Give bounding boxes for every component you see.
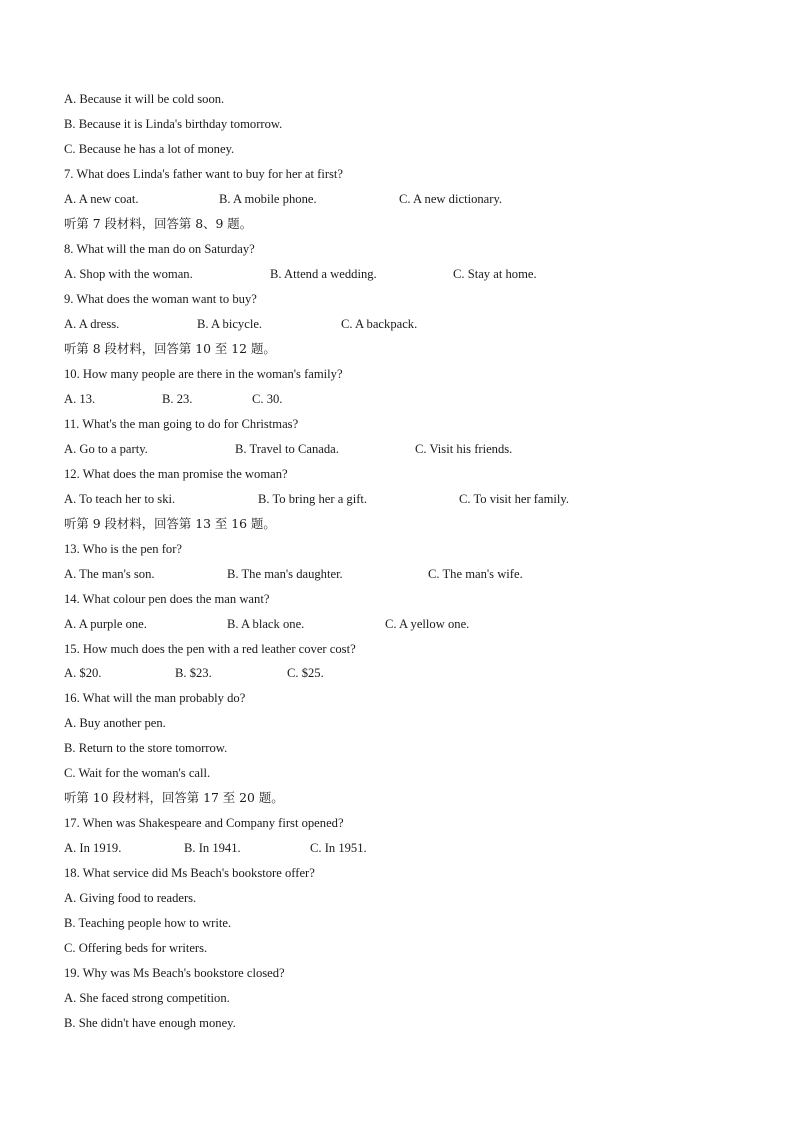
- option-line: B. She didn't have enough money.: [64, 1016, 236, 1030]
- option-b: B. In 1941.: [184, 841, 241, 855]
- question-15: 15. How much does the pen with a red leather cover cost?: [64, 642, 356, 656]
- question-17: 17. When was Shakespeare and Company first opened?: [64, 816, 344, 830]
- option-c: C. A new dictionary.: [399, 192, 503, 206]
- option-line: A. Buy another pen.: [64, 716, 166, 730]
- option-line: B. Because it is Linda's birthday tomorrow.: [64, 117, 283, 131]
- option-line: C. Because he has a lot of money.: [64, 142, 235, 156]
- question-14: 14. What colour pen does the man want?: [64, 592, 270, 606]
- option-line: B. Teaching people how to write.: [64, 916, 232, 930]
- section-heading: 听第 10 段材料，回答第 17 至 20 题。: [64, 790, 284, 805]
- option-c: C. $25.: [287, 666, 324, 680]
- section-heading: 听第 8 段材料，回答第 10 至 12 题。: [64, 341, 276, 356]
- option-c: C. 30.: [252, 392, 283, 406]
- section-heading: 听第 7 段材料，回答第 8、9 题。: [64, 216, 253, 231]
- option-b: B. The man's daughter.: [227, 567, 343, 581]
- option-a: A. A dress.: [64, 317, 120, 331]
- option-b: B. A bicycle.: [197, 317, 263, 331]
- option-c: C. In 1951.: [310, 841, 367, 855]
- option-c: C. To visit her family.: [459, 492, 570, 506]
- question-16: 16. What will the man probably do?: [64, 691, 246, 705]
- question-11: 11. What's the man going to do for Christmas?: [64, 417, 299, 431]
- option-a: A. In 1919.: [64, 841, 122, 855]
- option-b: B. 23.: [162, 392, 193, 406]
- option-line: A. Giving food to readers.: [64, 891, 197, 905]
- option-c: C. Visit his friends.: [415, 442, 513, 456]
- option-c: C. A backpack.: [341, 317, 418, 331]
- question-8: 8. What will the man do on Saturday?: [64, 242, 255, 256]
- option-line: C. Offering beds for writers.: [64, 941, 208, 955]
- option-a: A. $20.: [64, 666, 102, 680]
- question-18: 18. What service did Ms Beach's bookstore offer?: [64, 866, 315, 880]
- question-7: 7. What does Linda's father want to buy for her at first?: [64, 167, 344, 181]
- option-line: A. Because it will be cold soon.: [64, 92, 225, 106]
- section-heading: 听第 9 段材料，回答第 13 至 16 题。: [64, 516, 276, 531]
- option-a: A. To teach her to ski.: [64, 492, 176, 506]
- option-c: C. The man's wife.: [428, 567, 523, 581]
- option-line: B. Return to the store tomorrow.: [64, 741, 228, 755]
- option-b: B. A black one.: [227, 617, 305, 631]
- option-a: A. A purple one.: [64, 617, 147, 631]
- question-9: 9. What does the woman want to buy?: [64, 292, 257, 306]
- option-b: B. $23.: [175, 666, 212, 680]
- option-a: A. A new coat.: [64, 192, 139, 206]
- option-b: B. Travel to Canada.: [235, 442, 339, 456]
- question-19: 19. Why was Ms Beach's bookstore closed?: [64, 966, 285, 980]
- option-line: C. Wait for the woman's call.: [64, 766, 211, 780]
- option-a: A. 13.: [64, 392, 96, 406]
- option-b: B. Attend a wedding.: [270, 267, 377, 281]
- option-c: C. Stay at home.: [453, 267, 537, 281]
- option-c: C. A yellow one.: [385, 617, 470, 631]
- question-12: 12. What does the man promise the woman?: [64, 467, 288, 481]
- option-line: A. She faced strong competition.: [64, 991, 230, 1005]
- option-b: B. A mobile phone.: [219, 192, 317, 206]
- question-13: 13. Who is the pen for?: [64, 542, 182, 556]
- option-a: A. The man's son.: [64, 567, 155, 581]
- question-10: 10. How many people are there in the woman's family?: [64, 367, 343, 381]
- option-a: A. Shop with the woman.: [64, 267, 193, 281]
- option-b: B. To bring her a gift.: [258, 492, 368, 506]
- option-a: A. Go to a party.: [64, 442, 148, 456]
